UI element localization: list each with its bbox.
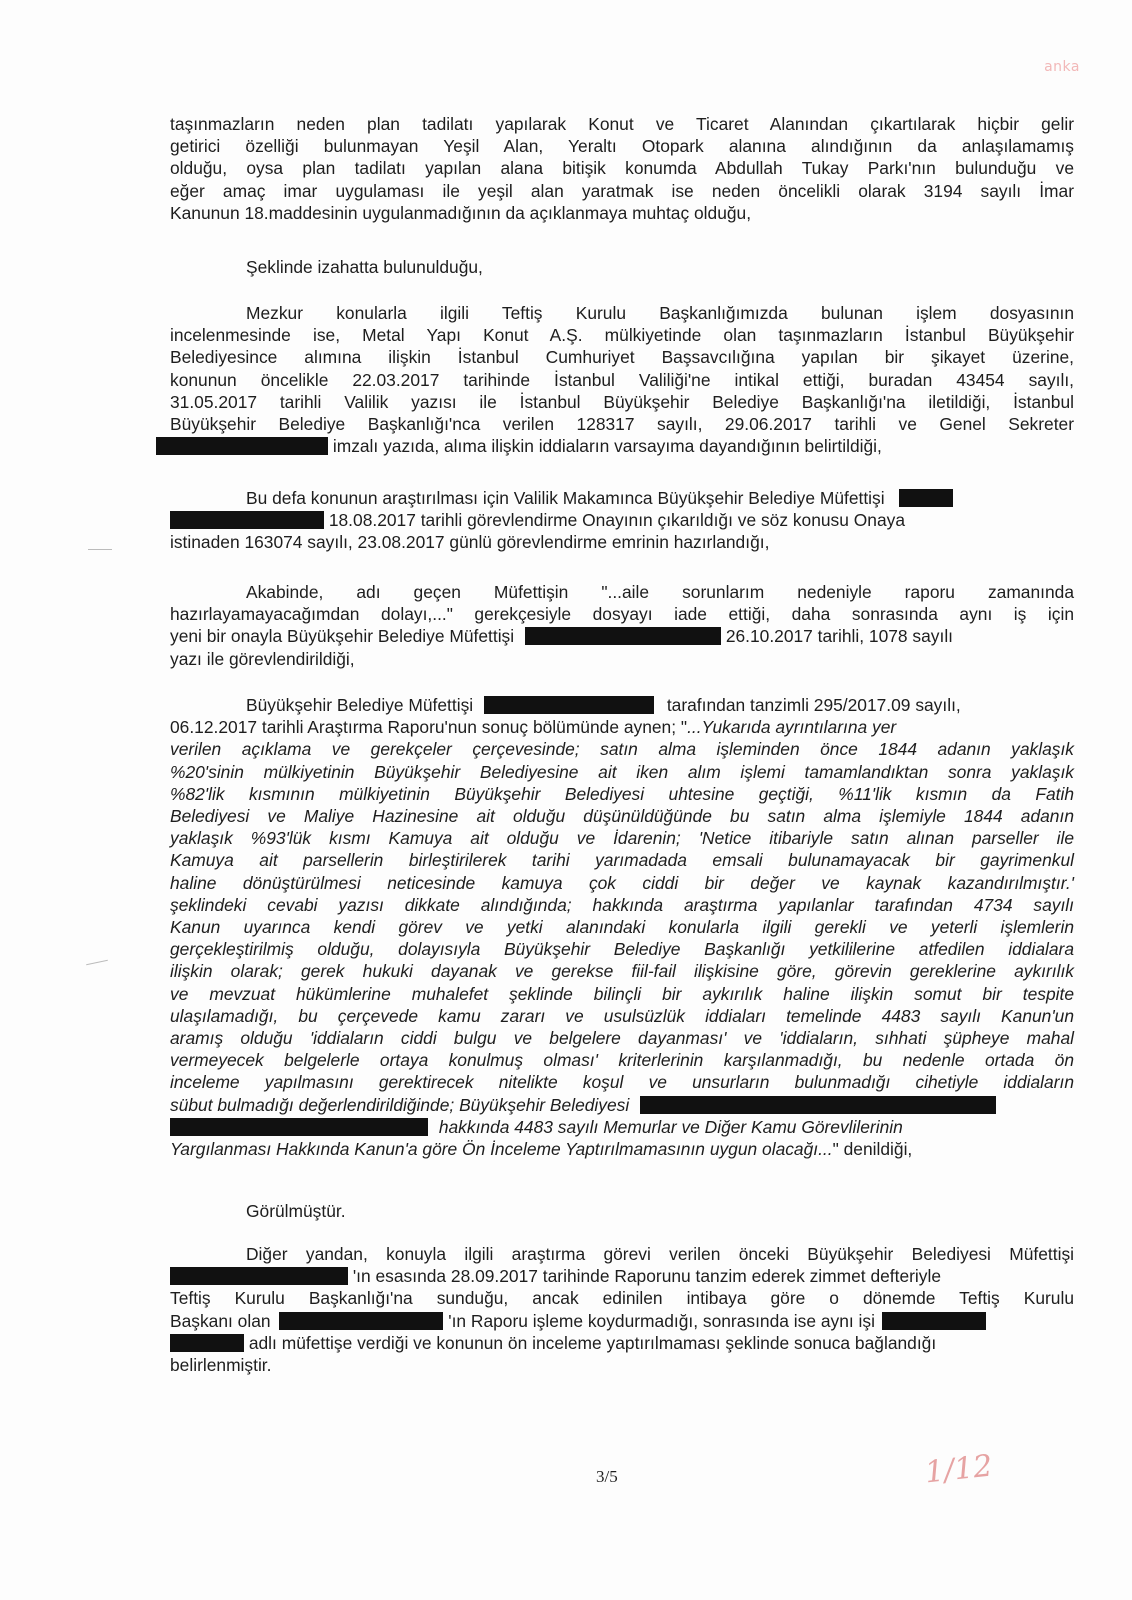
- text-line: 31.05.2017 tarihli Valilik yazısı ile İstanbul Büyükşehir Belediye Başkanlığı'na iletildiği, İstanbul: [170, 391, 1074, 412]
- text-line: taşınmazların neden plan tadilatı yapılarak Konut ve Ticaret Alanından çıkartılarak hiçbir gelir: [170, 114, 1074, 134]
- text-fragment: 18.08.2017 tarihli görevlendirme Onayının çıkarıldığı ve söz konusu Onaya: [328, 510, 905, 531]
- text-line: Kamuya ait parsellerin birleştirilerek tarihi yarımadada emsali bulunamayacak bir gayrimenkul: [170, 850, 1074, 871]
- text-fragment: 06.12.2017 tarihli Araştırma Raporu'nun sonuç bölümünde aynen; ": [170, 717, 688, 738]
- text-fragment: yeni bir onayla Büyükşehir Belediye Müfettişi: [170, 626, 515, 647]
- redaction-bar: [170, 1267, 348, 1285]
- text-fragment: Yargılanması Hakkında Kanun'a göre Ön İnceleme Yaptırılmamasının uygun olacağı...: [170, 1139, 833, 1160]
- text-line: şeklindeki cevabi yazısı dikkate alındığında; hakkında araştırma yapılanlar tarafından 4734 sayılı: [170, 894, 1074, 915]
- text-line: Büyükşehir Belediye Başkanlığı'nca verilen 128317 sayılı, 29.06.2017 tarihli ve Genel Sekreter: [170, 414, 1074, 435]
- text-line: [170, 1138, 1074, 1160]
- text-line: belirlenmiştir.: [170, 1355, 272, 1376]
- paragraph-4: [170, 487, 1074, 554]
- text-line: konunun öncelikle 22.03.2017 tarihinde İstanbul Valiliği'ne intikal ettiği, buradan 43454 sayılı,: [170, 369, 1074, 390]
- text-line: [170, 625, 1074, 647]
- paragraph-1: [170, 113, 1074, 224]
- text-line: yazı ile görevlendirildiği,: [170, 648, 355, 669]
- text-line: Belediyesince alımına ilişkin İstanbul Cumhuriyet Başsavcılığına yapılan bir şikayet üzerine,: [170, 347, 1074, 368]
- text-line: haline dönüştürülmesi neticesinde kamuya çok ciddi bir değer ve kaynak kazandırılmıştır.': [170, 872, 1074, 893]
- text-line: verilen açıklama ve gerekçeler çerçevesinde; satın alma işleminden önce 1844 adanın yaklaşık: [170, 739, 1074, 760]
- text-fragment: Başkanı olan: [170, 1310, 271, 1331]
- redaction-bar: [170, 1334, 244, 1352]
- text-line: ilişkin olarak; gerek hukuki dayanak ve gerekse fiil-fail ilişkisine göre, görevin gereklerine aykırılık: [170, 961, 1074, 982]
- text-line: [170, 509, 1074, 531]
- redaction-bar: [279, 1312, 443, 1330]
- text-line: Kanunun 18.maddesinin uygulanmadığının da açıklanmaya muhtaç olduğu,: [170, 202, 752, 223]
- paragraph-6: [170, 694, 1074, 1160]
- paragraph-2: [170, 256, 1074, 278]
- redaction-bar: [899, 489, 953, 507]
- text-fragment: ...Yukarıda ayrıntılarına yer: [687, 717, 897, 738]
- text-line: [170, 487, 1074, 509]
- redaction-bar: [640, 1096, 996, 1114]
- text-line: [170, 1332, 1074, 1354]
- text-line: eğer amaç imar uygulaması ile yeşil alan yaratmak ise neden öncelikli olarak 3194 sayılı İmar: [170, 180, 1074, 201]
- text-line: inceleme yapılmasını gerektirecek nitelikte koşul ve unsurların bulunmadığı cihetiyle iddiaların: [170, 1072, 1074, 1093]
- handwritten-mark: 1/12: [923, 1448, 995, 1491]
- paragraph-8: [170, 1243, 1074, 1376]
- paragraph-7: [170, 1200, 1074, 1222]
- redaction-bar: [170, 511, 324, 529]
- text-line: vermeyecek belgelerle ortaya konulmuş olması' kriterlerinin karşılanmadığı, bu nedenle ortada ön: [170, 1050, 1074, 1071]
- text-line: gerçekleştirilmiş olduğu, dolayısıyla Büyükşehir Belediye Başkanlığı yetkililerine atfedilen iddialara: [170, 939, 1074, 960]
- text-line: Şeklinde izahatta bulunulduğu,: [246, 257, 483, 277]
- redaction-bar: [170, 1118, 428, 1136]
- text-line: ulaşılamadığı, bu çerçevede kamu zararı ve usulsüzlük iddiaları temelinde 4483 sayılı Kanun'un: [170, 1005, 1074, 1026]
- text-line: Kanun uyarınca kendi görev ve yetki alanındaki konularla ilgili gerekli ve yeterli işlemlerin: [170, 917, 1074, 938]
- text-line: getirici özelliği bulunmayan Yeşil Alan, Yeraltı Otopark alanına alındığının da anlaşılamamış: [170, 136, 1074, 157]
- text-line: ve mevzuat hükümlerine muhalefet şeklinde bilinçli bir aykırılık haline ilişkin somut bir tespite: [170, 983, 1074, 1004]
- scan-mark: [86, 960, 108, 966]
- text-line: Akabinde, adı geçen Müfettişin "...aile sorunlarım nedeniyle raporu zamanında: [246, 582, 1074, 602]
- text-fragment: 'ın Raporu işleme koydurmadığı, sonrasında ise aynı işi: [448, 1310, 875, 1331]
- scan-mark: [88, 549, 112, 550]
- text-fragment: tarafından tanzimli 295/2017.09 sayılı,: [666, 695, 961, 715]
- text-line: olduğu, oysa plan tadilatı yapılan alana bitişik konumda Abdullah Tukay Parkı'nın bulunduğu ve: [170, 158, 1074, 179]
- text-fragment: Büyükşehir Belediye Müfettişi: [246, 695, 474, 715]
- page-number: 3/5: [596, 1467, 618, 1486]
- text-fragment: adlı müfettişe verdiği ve konunun ön inceleme yaptırılmaması şeklinde sonuca bağlandığı: [248, 1332, 937, 1353]
- text-line: incelenmesinde ise, Metal Yapı Konut A.Ş. mülkiyetinde olan taşınmazların İstanbul Büyükşehir: [170, 325, 1074, 346]
- text-line: [170, 716, 1074, 738]
- paragraph-3: [170, 302, 1074, 457]
- text-line: istinaden 163074 sayılı, 23.08.2017 günlü görevlendirme emrinin hazırlandığı,: [170, 532, 770, 553]
- text-fragment: hakkında 4483 sayılı Memurlar ve Diğer Kamu Görevlilerinin: [438, 1116, 903, 1137]
- text-fragment: 'ın esasında 28.09.2017 tarihinde Raporunu tanzim ederek zimmet defteriyle: [352, 1266, 942, 1287]
- text-line: [170, 1265, 1074, 1287]
- redaction-bar: [156, 437, 328, 455]
- watermark: anka: [1044, 59, 1080, 75]
- text-fragment: " denildiği,: [832, 1139, 913, 1160]
- text-line: Diğer yandan, konuyla ilgili araştırma görevi verilen önceki Büyükşehir Belediyesi Müfettişi: [246, 1244, 1074, 1264]
- text-line: Görülmüştür.: [246, 1201, 346, 1221]
- text-line: aramış olduğu 'iddiaların ciddi bulgu ve belgelere dayanması' ve 'iddiaların, sıhhati şüpheye mahal: [170, 1028, 1074, 1049]
- paragraph-5: [170, 581, 1074, 670]
- text-line: Mezkur konularla ilgili Teftiş Kurulu Başkanlığımızda bulunan işlem dosyasının: [246, 303, 1074, 323]
- text-line: Belediyesi ve Maliye Hazinesine ait olduğu düşünüldüğünde bu satın alma işlemiyle 1844 adanın: [170, 806, 1074, 827]
- text-line: [170, 1094, 1074, 1116]
- text-line: %20'sinin mülkiyetinin Büyükşehir Belediyesine ait iken alım işlemi tamamlandıktan sonra yaklaşık: [170, 761, 1074, 782]
- redaction-bar: [525, 627, 721, 645]
- text-line: [170, 1116, 1074, 1138]
- text-line: Teftiş Kurulu Başkanlığı'na sunduğu, ancak edinilen intibaya göre o dönemde Teftiş Kurulu: [170, 1288, 1074, 1309]
- text-fragment: sübut bulmadığı değerlendirildiğinde; Büyükşehir Belediyesi: [170, 1094, 630, 1115]
- text-fragment: 26.10.2017 tarihli, 1078 sayılı: [725, 626, 954, 647]
- text-line: hazırlayamayacağımdan dolayı,..." gerekçesiyle dosyayı iade ettiği, daha sonrasında aynı iş için: [170, 604, 1074, 625]
- text-line: %82'lik kısmının mülkiyetinin Büyükşehir Belediyesi uhtesine geçtiği, %11'lik kısmın da Fatih: [170, 783, 1074, 804]
- redaction-bar: [882, 1312, 986, 1330]
- text-fragment: imzalı yazıda, alıma ilişkin iddiaların varsayıma dayandığının belirtildiği,: [332, 436, 882, 457]
- text-line: [156, 435, 1074, 457]
- text-line: [170, 1310, 1074, 1332]
- redaction-bar: [484, 696, 654, 714]
- text-line: yaklaşık %93'lük kısmı Kamuya ait olduğu ve İdarenin; 'Netice itibariyle satın alınan parseller ile: [170, 828, 1074, 849]
- text-fragment: Bu defa konunun araştırılması için Valilik Makamınca Büyükşehir Belediye Müfettişi: [246, 488, 885, 508]
- text-line: [170, 694, 1074, 716]
